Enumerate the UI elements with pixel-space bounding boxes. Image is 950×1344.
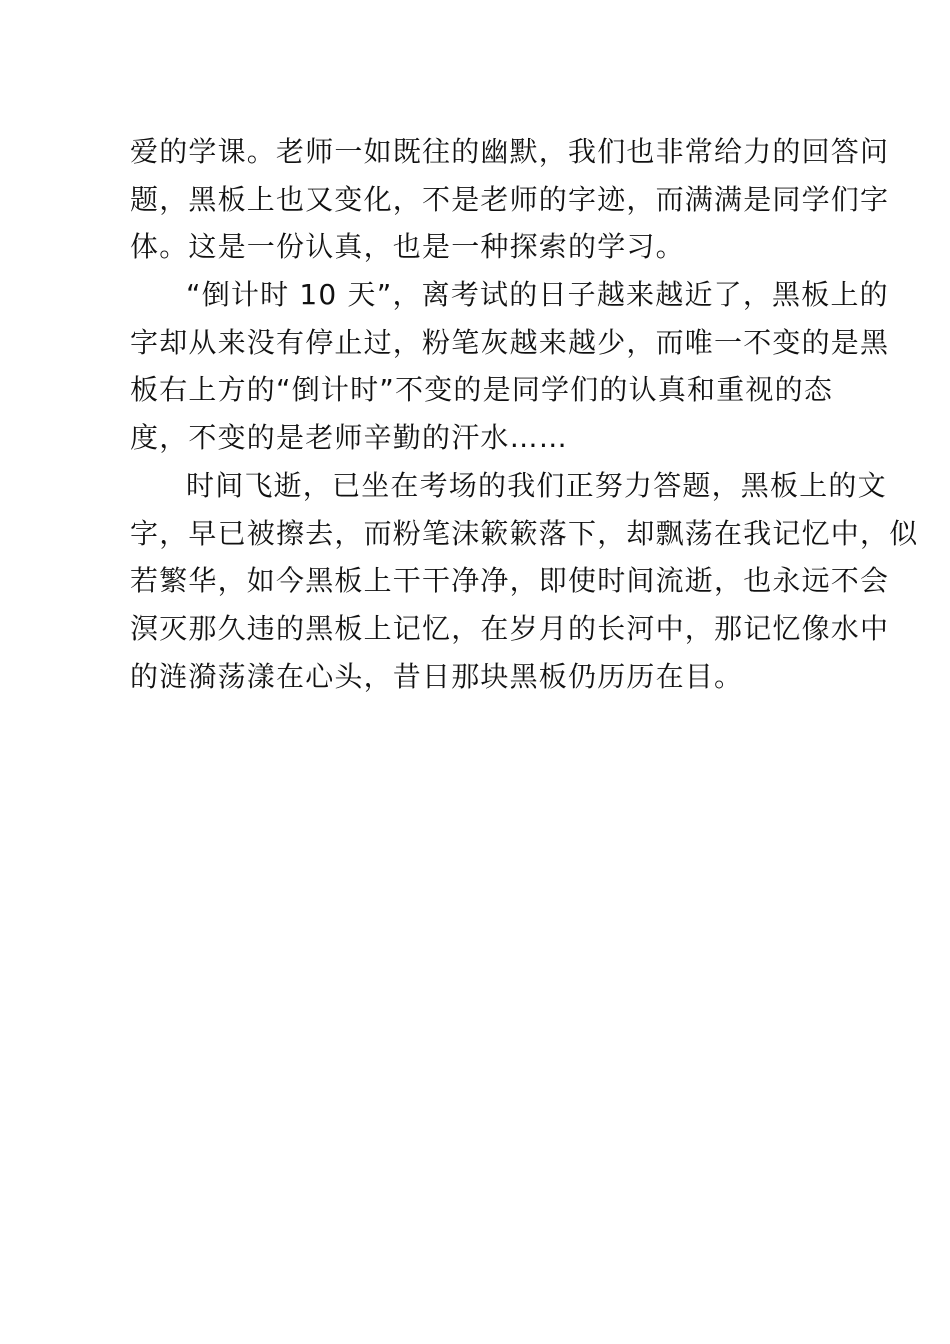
text-line: 爱的学课。老师一如既往的幽默，我们也非常给力的回答问 <box>130 135 890 168</box>
text-line: “倒计时 10 天”，离考试的日子越来越近了，黑板上的 <box>186 278 889 312</box>
text-line: 题，黑板上也又变化，不是老师的字迹，而满满是同学们字 <box>130 182 890 216</box>
text-line: 字，早已被擦去，而粉笔沫簌簌落下，却飘荡在我记忆中，似 <box>130 516 919 550</box>
text-line: 若繁华，如今黑板上干干净净，即使时间流逝，也永远不会 <box>130 564 890 598</box>
text-line: 溟灭那久违的黑板上记忆，在岁月的长河中，那记忆像水中 <box>130 611 890 645</box>
text-line: 时间飞逝，已坐在考场的我们正努力答题，黑板上的文 <box>186 468 887 502</box>
text-line: 字却从来没有停止过，粉笔灰越来越少，而唯一不变的是黑 <box>130 325 890 359</box>
text-line: 板右上方的“倒计时”不变的是同学们的认真和重视的态 <box>130 373 834 407</box>
text-line: 体。这是一份认真，也是一种探索的学习。 <box>130 230 685 264</box>
text-line: 的涟漪荡漾在心头，昔日那块黑板仍历历在目。 <box>130 659 744 693</box>
paragraph-1 <box>130 128 890 271</box>
paragraph-3 <box>130 462 919 700</box>
paragraph-2 <box>130 271 890 462</box>
essay-body <box>130 128 919 700</box>
text-line: 度，不变的是老师辛勤的汗水…… <box>130 421 569 455</box>
